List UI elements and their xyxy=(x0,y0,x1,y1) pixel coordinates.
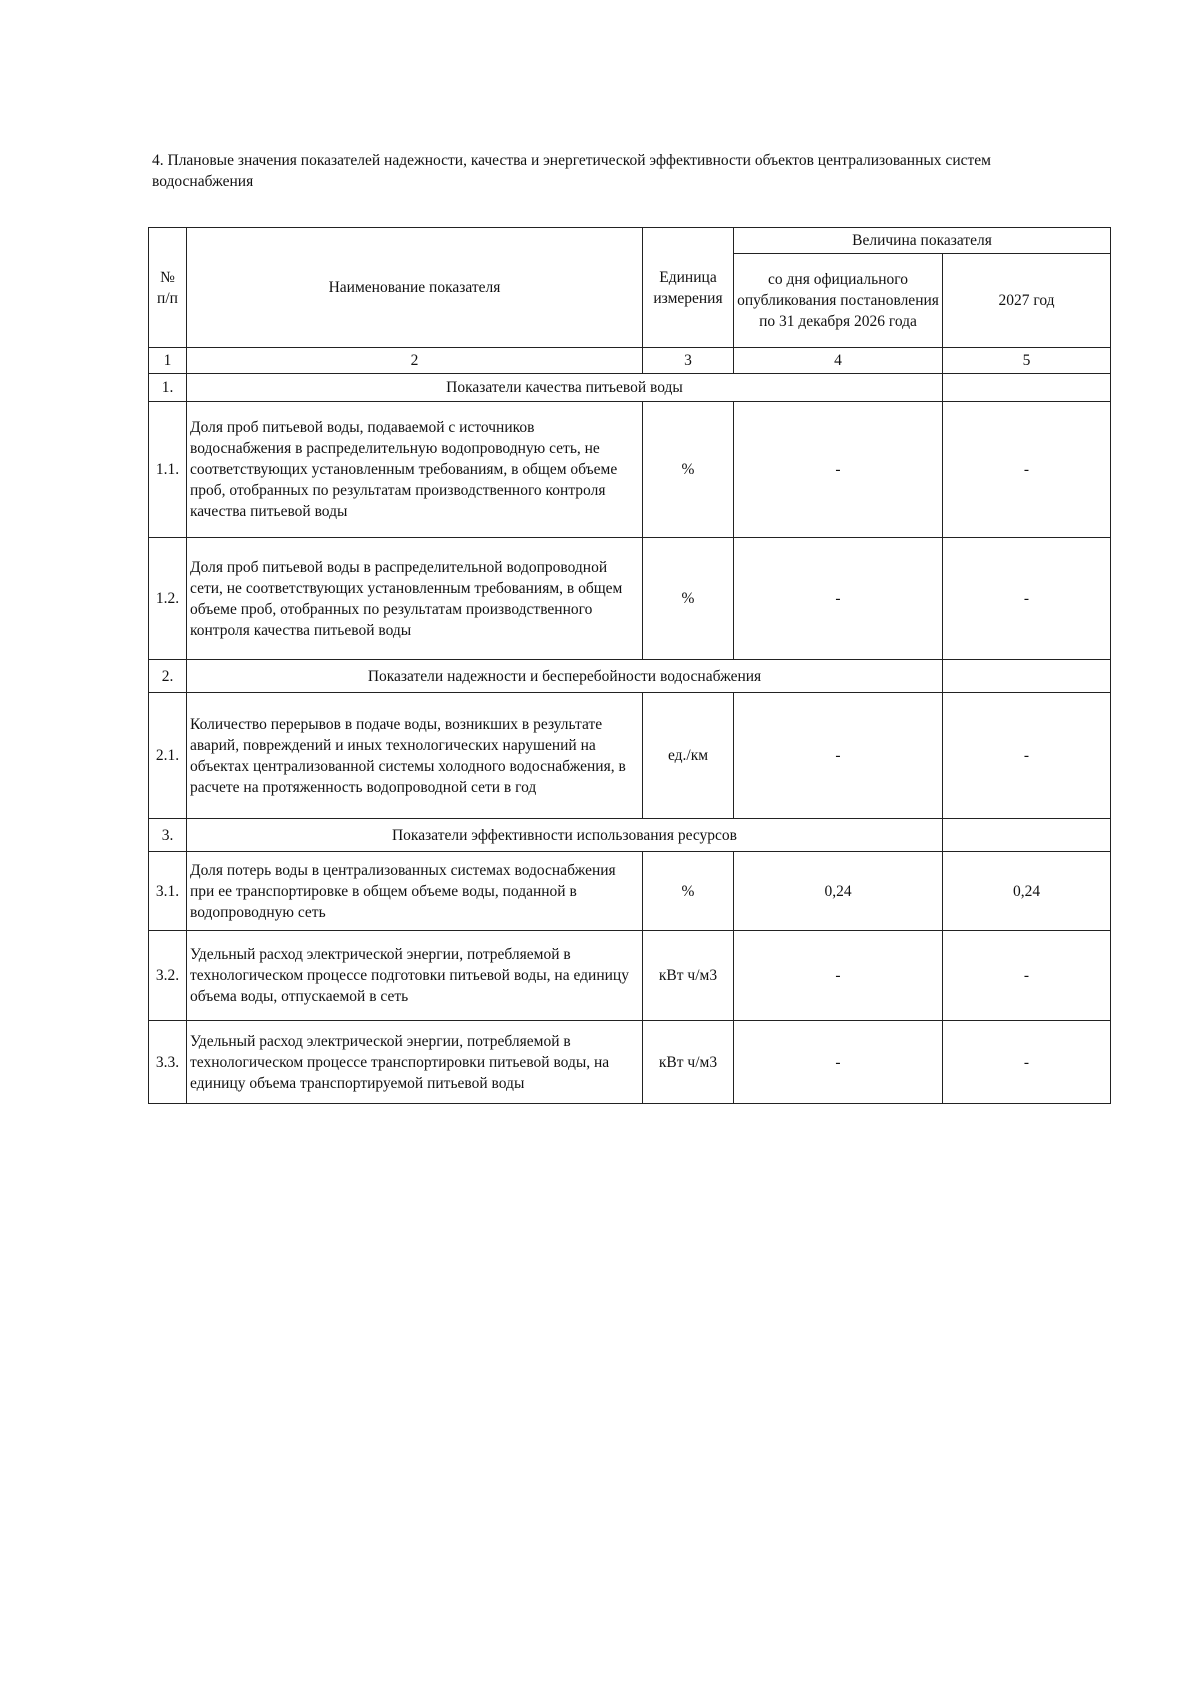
row-name: Удельный расход электрической энергии, потребляемой в технологическом процессе подготовки питьевой воды, на единицу объема воды, отпускаемой в сеть xyxy=(187,931,643,1021)
row-value-1: - xyxy=(734,693,943,819)
row-value-1: - xyxy=(734,931,943,1021)
row-num: 1.1. xyxy=(149,402,187,538)
table-row xyxy=(149,852,1111,931)
header-row-1 xyxy=(149,228,1111,254)
table-row xyxy=(149,931,1111,1021)
section-title: Показатели качества питьевой воды xyxy=(187,374,943,402)
row-unit: % xyxy=(643,538,734,660)
col-number: 5 xyxy=(943,348,1111,374)
row-name: Доля проб питьевой воды, подаваемой с источников водоснабжения в распределительную водопроводную сеть, не соответствующих установленным требованиям, в общем объеме проб, отобранных по результатам производственного контроля качества питьевой воды xyxy=(187,402,643,538)
table-row xyxy=(149,402,1111,538)
section-title: Показатели надежности и бесперебойности водоснабжения xyxy=(187,660,943,693)
row-num: 3.2. xyxy=(149,931,187,1021)
row-name: Доля потерь воды в централизованных системах водоснабжения при ее транспортировке в общем объеме воды, поданной в водопроводную сеть xyxy=(187,852,643,931)
row-num: 1.2. xyxy=(149,538,187,660)
empty-cell xyxy=(943,660,1111,693)
row-num: 3.3. xyxy=(149,1021,187,1104)
row-value-2: - xyxy=(943,693,1111,819)
row-name: Удельный расход электрической энергии, потребляемой в технологическом процессе транспортировки питьевой воды, на единицу объема транспортируемой питьевой воды xyxy=(187,1021,643,1104)
col-number: 2 xyxy=(187,348,643,374)
row-num: 2.1. xyxy=(149,693,187,819)
section-num: 2. xyxy=(149,660,187,693)
row-unit: кВт ч/м3 xyxy=(643,1021,734,1104)
row-value-2: 0,24 xyxy=(943,852,1111,931)
row-unit: % xyxy=(643,852,734,931)
row-value-2: - xyxy=(943,1021,1111,1104)
header-value-group: Величина показателя xyxy=(734,228,1111,254)
col-number: 4 xyxy=(734,348,943,374)
row-name: Доля проб питьевой воды в распределительной водопроводной сети, не соответствующих установленным требованиям, в общем объеме проб, отобранных по результатам производственного контроля качества питьевой воды xyxy=(187,538,643,660)
header-num: № п/п xyxy=(149,228,187,348)
row-unit: % xyxy=(643,402,734,538)
table-row xyxy=(149,1021,1111,1104)
col-number: 3 xyxy=(643,348,734,374)
row-value-1: - xyxy=(734,538,943,660)
indicators-table xyxy=(148,227,1111,1104)
column-numbers-row xyxy=(149,348,1111,374)
row-value-1: - xyxy=(734,1021,943,1104)
header-period-1: со дня официального опубликования постановления по 31 декабря 2026 года xyxy=(734,254,943,348)
row-unit: кВт ч/м3 xyxy=(643,931,734,1021)
table-row xyxy=(149,693,1111,819)
row-value-2: - xyxy=(943,931,1111,1021)
row-value-2: - xyxy=(943,538,1111,660)
header-unit: Единица измерения xyxy=(643,228,734,348)
section-num: 1. xyxy=(149,374,187,402)
row-value-2: - xyxy=(943,402,1111,538)
col-number: 1 xyxy=(149,348,187,374)
section-row xyxy=(149,374,1111,402)
table-row xyxy=(149,538,1111,660)
empty-cell xyxy=(943,819,1111,852)
row-num: 3.1. xyxy=(149,852,187,931)
row-name: Количество перерывов в подаче воды, возникших в результате аварий, повреждений и иных технологических нарушений на объектах централизованной системы холодного водоснабжения, в расчете на протяженность водопроводной сети в год xyxy=(187,693,643,819)
section-title: Показатели эффективности использования ресурсов xyxy=(187,819,943,852)
row-unit: ед./км xyxy=(643,693,734,819)
section-row xyxy=(149,819,1111,852)
section-num: 3. xyxy=(149,819,187,852)
section-row xyxy=(149,660,1111,693)
row-value-1: - xyxy=(734,402,943,538)
header-period-2: 2027 год xyxy=(943,254,1111,348)
document-heading: 4. Плановые значения показателей надежности, качества и энергетической эффективности объектов централизованных систем водоснабжения xyxy=(152,152,991,190)
empty-cell xyxy=(943,374,1111,402)
row-value-1: 0,24 xyxy=(734,852,943,931)
header-name: Наименование показателя xyxy=(187,228,643,348)
